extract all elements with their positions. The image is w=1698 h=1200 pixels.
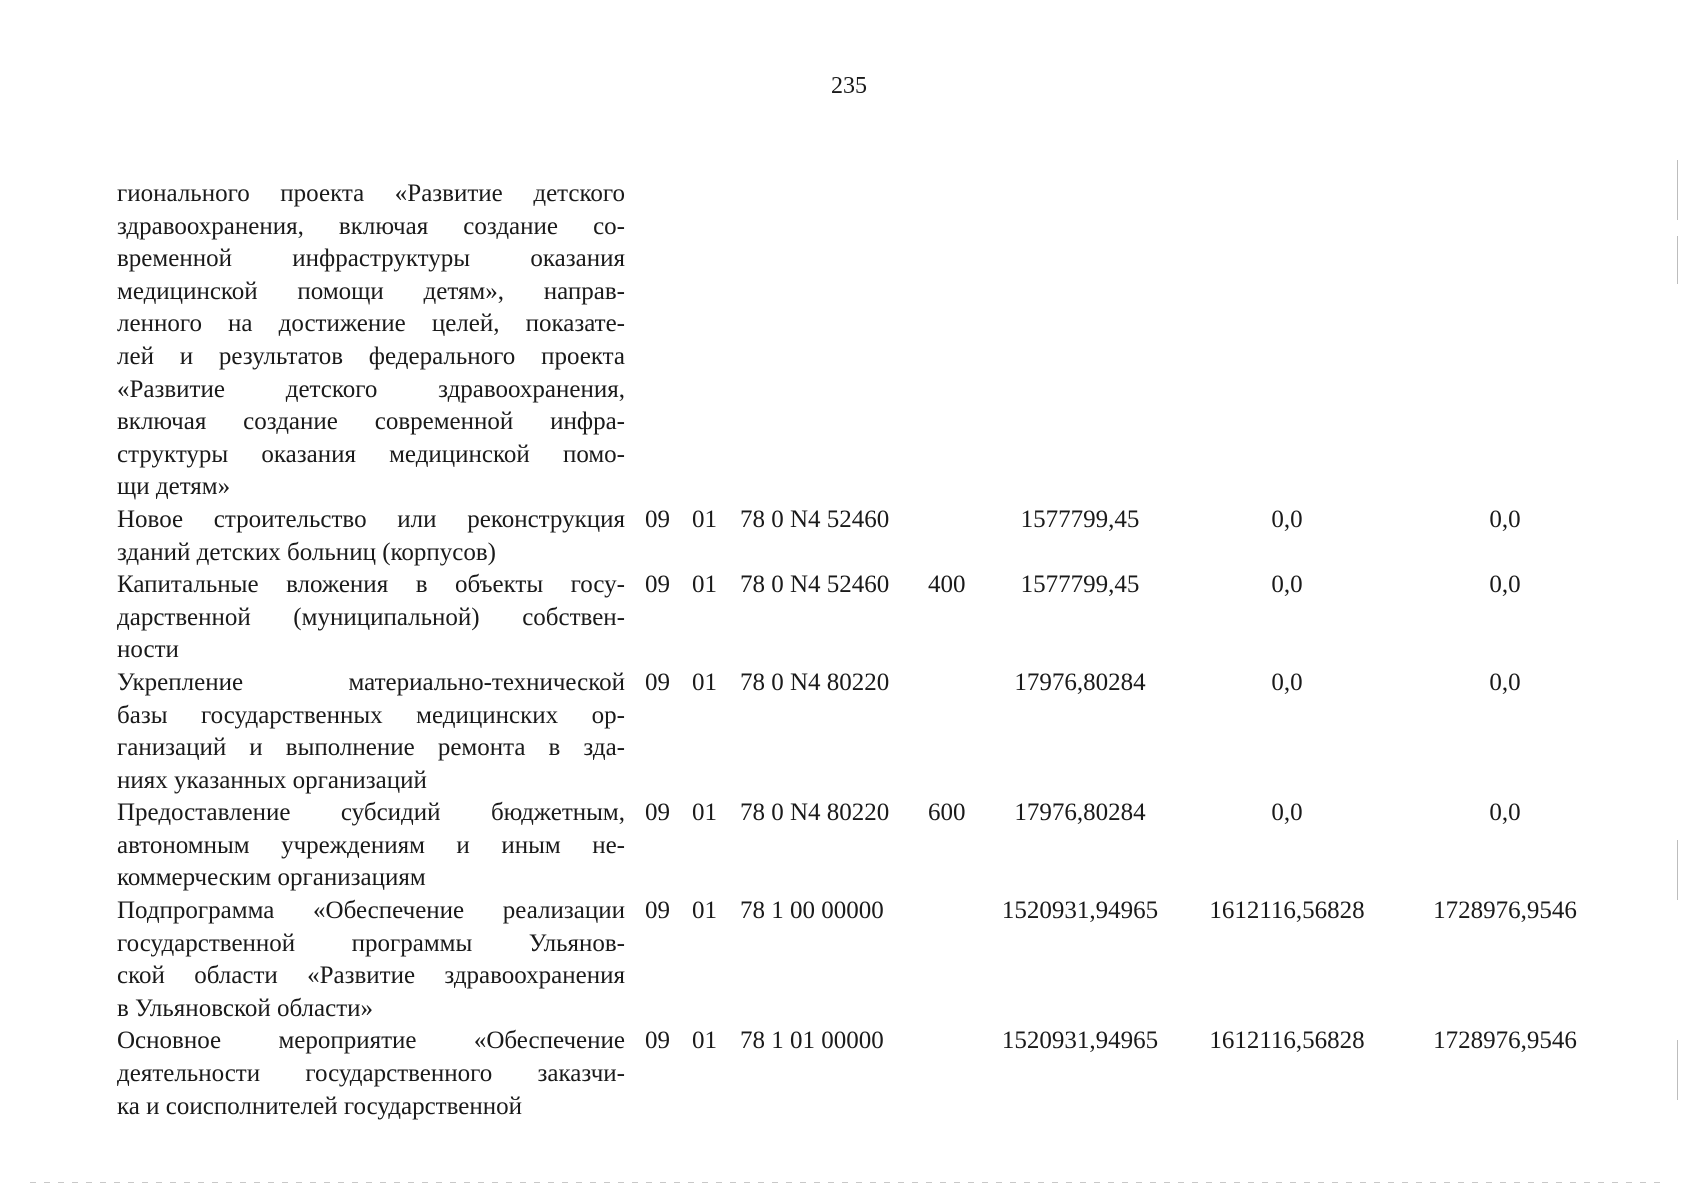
amount-year-1: 1520931,94965 (1001, 897, 1159, 925)
ministry-code: 09 (645, 1027, 670, 1055)
page-number: 235 (831, 73, 867, 99)
row-name-line: зданий детских больниц (корпусов) (117, 538, 497, 566)
row-name-line: деятельности государственного заказчи- (117, 1060, 625, 1088)
amount-year-1: 17976,80284 (1014, 799, 1146, 827)
row-name-line: Основное мероприятие «Обеспечение (117, 1027, 625, 1055)
amount-year-2: 1612116,56828 (1209, 897, 1365, 925)
row-name (117, 667, 625, 797)
ministry-code: 09 (645, 799, 670, 827)
row-name-line: лей и результатов федерального проекта (117, 342, 625, 370)
amount-year-2: 0,0 (1271, 799, 1303, 827)
amount-year-2: 0,0 (1271, 668, 1303, 696)
row-name-line: Новое строительство или реконструкция (117, 505, 625, 533)
row-name-line: Предоставление субсидий бюджетным, (117, 799, 625, 827)
target-article-code: 78 0 N4 80220 (740, 799, 890, 827)
amount-year-3: 0,0 (1489, 799, 1521, 827)
amount-year-3: 0,0 (1489, 505, 1521, 533)
amount-year-1: 1520931,94965 (1001, 1027, 1159, 1055)
row-name-line: коммерческим организациям (117, 864, 426, 892)
amount-year-1: 1577799,45 (1020, 505, 1140, 533)
amount-year-1: 17976,80284 (1014, 668, 1146, 696)
amount-year-1: 1577799,45 (1020, 571, 1140, 599)
amount-year-2: 0,0 (1271, 571, 1303, 599)
row-name (117, 504, 625, 569)
amount-year-3: 1728976,9546 (1433, 1027, 1577, 1055)
row-name (117, 1025, 625, 1123)
scan-margin-mark (1677, 160, 1678, 220)
row-name (117, 569, 625, 667)
table-row (117, 569, 1597, 667)
amount-year-2: 0,0 (1271, 505, 1303, 533)
ministry-code: 09 (645, 668, 670, 696)
row-name-line: Подпрограмма «Обеспечение реализации (117, 897, 625, 925)
table-row (117, 797, 1597, 895)
section-code: 01 (692, 897, 717, 925)
amount-year-2: 1612116,56828 (1209, 1027, 1365, 1055)
row-name-line: ниях указанных организаций (117, 766, 427, 794)
scan-edge-line (30, 1182, 1660, 1183)
row-name-line: структуры оказания медицинской помо- (117, 440, 625, 468)
amount-year-3: 0,0 (1489, 571, 1521, 599)
table-row (117, 1025, 1597, 1123)
ministry-code: 09 (645, 897, 670, 925)
budget-table (117, 178, 1597, 1123)
target-article-code: 78 0 N4 52460 (740, 505, 890, 533)
row-name-line: базы государственных медицинских ор- (117, 701, 625, 729)
table-row (117, 895, 1597, 1025)
row-name-line: гионального проекта «Развитие детского (117, 180, 625, 207)
table-row (117, 504, 1597, 569)
section-code: 01 (692, 505, 717, 533)
section-code: 01 (692, 799, 717, 827)
section-code: 01 (692, 571, 717, 599)
row-name-line: государственной программы Ульянов- (117, 929, 625, 957)
target-article-code: 78 1 00 00000 (740, 897, 884, 925)
target-article-code: 78 1 01 00000 (740, 1027, 884, 1055)
ministry-code: 09 (645, 571, 670, 599)
row-name (117, 895, 625, 1025)
row-name-line: Укрепление материально-технической (117, 668, 625, 696)
row-name-line: дарственной (муниципальной) собствен- (117, 603, 625, 631)
row-name-line: ка и соисполнителей государственной (117, 1092, 522, 1120)
expense-kind-code: 600 (928, 799, 966, 827)
row-name-line: щи детям» (117, 473, 231, 501)
row-name-line: «Развитие детского здравоохранения, (117, 375, 625, 403)
row-name-line: в Ульяновской области» (117, 994, 374, 1022)
row-name-line: включая создание современной инфра- (117, 408, 625, 436)
scan-margin-mark (1677, 236, 1678, 284)
row-name-line: медицинской помощи детям», направ- (117, 277, 625, 305)
ministry-code: 09 (645, 505, 670, 533)
row-name-line: здравоохранения, включая создание со- (117, 212, 625, 240)
row-name-line: ности (117, 636, 179, 664)
scan-margin-mark (1677, 840, 1678, 900)
section-code: 01 (692, 668, 717, 696)
row-name-line: ской области «Развитие здравоохранения (117, 962, 625, 990)
amount-year-3: 1728976,9546 (1433, 897, 1577, 925)
row-name (117, 797, 625, 895)
table-row (117, 178, 1597, 504)
section-code: 01 (692, 1027, 717, 1055)
expense-kind-code: 400 (928, 571, 966, 599)
row-name-line: ленного на достижение целей, показате- (117, 310, 625, 338)
row-name-line: автономным учреждениям и иным не- (117, 831, 625, 859)
target-article-code: 78 0 N4 80220 (740, 668, 890, 696)
amount-year-3: 0,0 (1489, 668, 1521, 696)
row-name-line: ганизаций и выполнение ремонта в зда- (117, 734, 625, 762)
scan-margin-mark (1677, 1040, 1678, 1100)
row-name (117, 178, 625, 504)
target-article-code: 78 0 N4 52460 (740, 571, 890, 599)
row-name-line: временной инфраструктуры оказания (117, 245, 625, 273)
table-row (117, 667, 1597, 797)
row-name-line: Капитальные вложения в объекты госу- (117, 571, 625, 599)
